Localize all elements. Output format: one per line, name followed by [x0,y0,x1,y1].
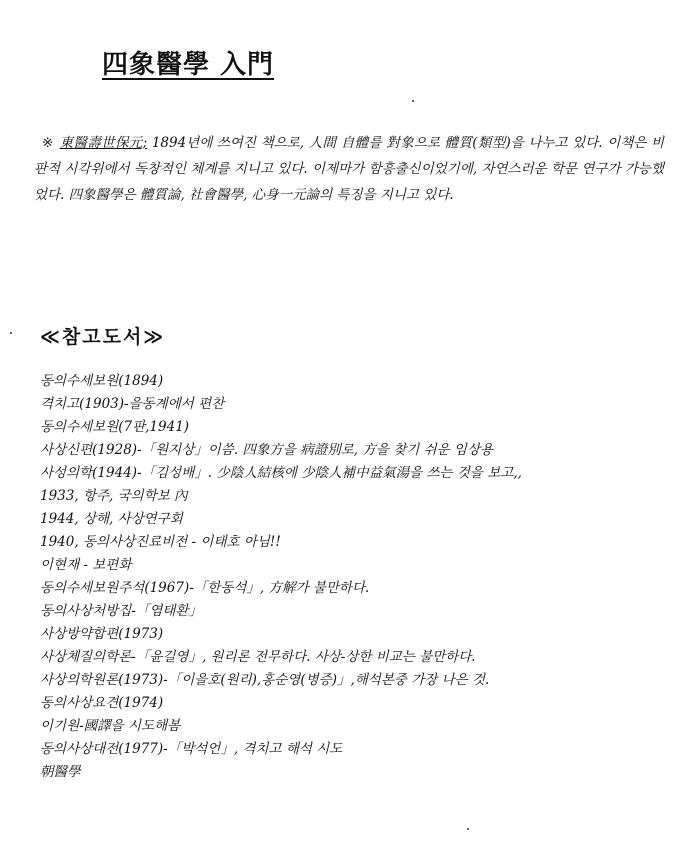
intro-text: 1894년에 쓰여진 책으로, 人間 自體를 對象으로 體質(類型)을 나누고 있다. 이책은 비판적 시각위에서 독창적인 체계를 지니고 있다. 이제마가 함흥출신이었기에, 자연스러운 학문 연구가 가능했었다. 四象醫學은 體質論, 社會醫學, 心身一元論의 특징을 지니고 있다. [34,135,664,203]
list-item: 朝醫學 [40,764,81,780]
list-item: 1944, 상해, 사상연구회 [40,511,183,527]
intro-paragraph [34,130,664,208]
list-item: 동의사상요견(1974) [40,695,164,711]
list-item: 사상체질의학론-「윤길영」, 원리론 전무하다. 사상-상한 비교는 불만하다. [40,649,476,665]
list-item: 사상방약합편(1973) [40,626,164,642]
list-item: 동의수세보원주석(1967)-「한동석」, 方解가 불만하다. [40,580,370,596]
references-list [40,370,660,784]
scan-speck [10,332,12,334]
list-item: 사성의학(1944)-「김성배」. 少陰人結核에 少陰人補中益氣湯을 쓰는 것을 보고,, [40,465,522,481]
list-item: 1940, 동의사상진료비전 - 이태호 아님!! [40,534,281,550]
list-item: 동의수세보원(1894) [40,373,164,389]
list-item: 사상신편(1928)-「원지상」이씀. 四象方을 病證別로, 方을 찾기 쉬운 임상용 [40,442,494,458]
references-heading: ≪참고도서≫ [40,326,166,348]
list-item: 사상의학원론(1973)-「이을호(원리),홍순영(병증)」,해석본중 가장 나은 것. [40,672,490,688]
reference-mark: ※ [42,135,54,151]
list-item: 1933, 항주, 국의학보 內 [40,488,188,504]
list-item: 동의사상대전(1977)-「박석언」, 격치고 해석 시도 [40,741,343,757]
list-item: 동의사상처방집-「염태환」 [40,603,202,619]
list-item: 이현재 - 보편화 [40,557,132,573]
intro-book-title: 東醫壽世保元; [59,135,148,151]
list-item: 동의수세보원(7판,1941) [40,419,190,435]
scan-speck [412,100,414,102]
list-item: 격치고(1903)-을동계에서 편찬 [40,396,225,412]
list-item: 이기원-國譯을 시도해봄 [40,718,181,734]
page-title: 四象醫學 入門 [102,50,275,80]
scan-speck [467,828,469,830]
